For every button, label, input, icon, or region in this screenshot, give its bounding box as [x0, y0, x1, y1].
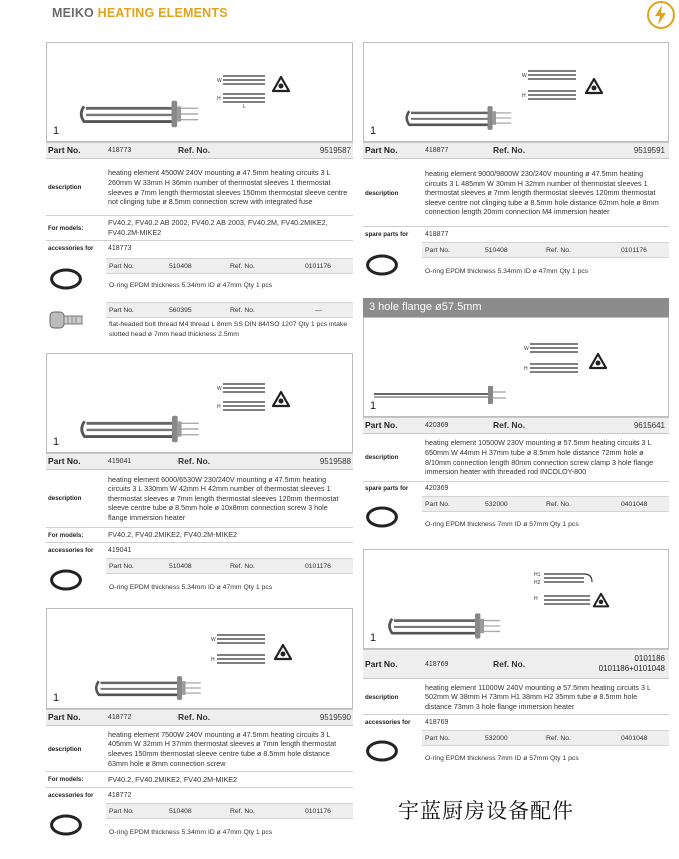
o-ring-icon: [48, 264, 84, 294]
o-ring-icon: [364, 503, 400, 531]
accessories-row: [46, 241, 353, 256]
part-no-value: 418772: [108, 714, 132, 721]
accessories-row: [46, 788, 353, 802]
svg-text:W: W: [217, 78, 222, 84]
part-no-value: 419041: [108, 458, 132, 465]
ref-no-label: Ref. No.: [178, 712, 211, 722]
product-card-418877: [363, 42, 669, 142]
page-header: [52, 6, 228, 20]
brand-name: MEIKO: [52, 6, 94, 20]
part-no-label: Part No.: [365, 658, 398, 669]
svg-text:H: H: [534, 596, 538, 602]
heating-element-icon: [370, 382, 510, 408]
flange-icon: [588, 352, 608, 372]
flange-icon: [271, 390, 291, 410]
item-number: 1: [53, 692, 60, 704]
ref-no-value-2: 0101186+0101048: [598, 664, 665, 673]
part-row: [363, 649, 669, 679]
part-no-value: 418773: [108, 147, 132, 154]
o-ring-icon: [48, 565, 84, 595]
svg-text:W: W: [211, 637, 216, 643]
ref-no-value: 9519590: [319, 713, 351, 722]
product-card-418773: [46, 42, 353, 142]
models-row: [46, 772, 353, 787]
description-text: heating element 11000W 240V mounting ø 57.5mm heating circuits 3 L 502mm W 38mm H 73mm H1 38mm H2 35mm tube ø 8.5mm hole distance 73mm 3 hole flange immersion heater: [425, 682, 651, 711]
ref-no-values: [561, 654, 665, 674]
description-row: [363, 680, 669, 714]
product-image: [364, 318, 668, 416]
item-number: 1: [370, 125, 377, 137]
description-label: description: [48, 184, 82, 191]
svg-text:H: H: [522, 93, 526, 99]
product-image: [364, 550, 668, 648]
accessories-value: 419041: [108, 546, 132, 554]
svg-text:W: W: [524, 346, 529, 352]
description-text: heating element 10500W 230V mounting ø 57.5mm heating circuits 3 L 650mm W 44mm H 37mm tube ø 8.5mm hole distance 72mm hole ø 8/10mm connection length 80mm connection screw clamp 3 hole flange immersion heater with threaded rod INCOLOY-800: [425, 438, 654, 477]
accessories-label: accessories for: [48, 546, 94, 554]
models-label: For models:: [48, 224, 84, 232]
description-text: heating element 7500W 240V mounting ø 47.5mm heating circuits 3 L 405mm W 32mm H 37mm thermostat sleeves ø 7mm length thermostat sleeves 150mm thermostat sleeve centre tube ø 8.5mm hole distance 63mm hole ø 8mm connection screw: [108, 729, 337, 768]
svg-text:H: H: [217, 404, 221, 410]
heating-element-icon: [59, 671, 244, 705]
description-text: heating element 9000/9800W 230/240V mounting ø 47.5mm heating circuits 3 L 485mm W 30mm H 32mm number of thermostat sleeves 1 thermostat sleeves ø 7mm length thermostat sleeves 120mm thermostat sleeve centre not clinging tube ø 8.5mm hole distance 62mm hole ø 8mm connection length 20mm connection M4 immersion heater: [425, 169, 659, 217]
sub-part-header: Part No. 532000 Ref. No. 0401048: [422, 496, 669, 512]
part-no-value: 420369: [425, 422, 449, 429]
item-number: 1: [370, 632, 377, 644]
spare-parts-row: [363, 227, 669, 241]
ref-no-value: 9519588: [319, 457, 351, 466]
accessories-value: 418773: [108, 245, 132, 252]
sub-part-text: O-ring EPDM thickness 5.34mm ID ø 47mm Qty 1 pcs: [425, 268, 589, 275]
accessories-row: [363, 715, 669, 729]
ref-no-value: 0101186: [634, 654, 665, 663]
sub-part-text: O-ring EPDM thickness 5.34mm ID ø 47mm Qty 1 pcs: [109, 829, 273, 836]
svg-text:W: W: [217, 386, 222, 392]
models-row: [46, 528, 353, 542]
ref-no-label: Ref. No.: [493, 420, 526, 430]
sub-part-text: O-ring EPDM thickness 7mm ID ø 57mm Qty 1 pcs: [425, 521, 579, 528]
product-image: [47, 43, 352, 141]
accessories-value: 418769: [425, 718, 449, 726]
dimension-diagram: [524, 336, 594, 380]
flange-icon: [271, 75, 291, 95]
svg-text:H2: H2: [534, 580, 541, 586]
part-row: [363, 417, 669, 434]
part-row: [46, 453, 353, 470]
sub-part-header: Part No. 510408 Ref. No. 0101176: [422, 242, 669, 258]
product-image: [364, 43, 668, 141]
product-card-418772: [46, 608, 353, 709]
bolt-icon: [46, 306, 86, 334]
svg-text:H: H: [524, 366, 528, 372]
accessories-row: [46, 543, 353, 557]
svg-text:H: H: [211, 657, 215, 663]
description-row: [363, 435, 669, 480]
accessories-label: accessories for: [48, 791, 94, 799]
description-row: [46, 160, 353, 215]
heating-element-icon: [61, 410, 226, 448]
flange-icon: [592, 592, 610, 610]
section-banner: 3 hole flange ø57.5mm: [363, 298, 669, 317]
flange-icon: [273, 643, 293, 663]
dimension-diagram: [522, 63, 592, 107]
models-text: FV40.2, FV40.2 AB 2002, FV40.2 AB 2003, FV40.2M, FV40.2MIKE2, FV40.2M-MIKE2: [108, 218, 328, 237]
spare-parts-row: [363, 482, 669, 495]
models-label: For models:: [48, 776, 84, 783]
flange-icon: [584, 77, 604, 97]
models-row: [46, 216, 353, 240]
description-row: [46, 471, 353, 526]
ref-no-value: 9519587: [319, 146, 351, 155]
sub-part-header: Part No. 510408 Ref. No. 0101176: [106, 558, 353, 574]
watermark-text: 宇蓝厨房设备配件: [398, 799, 574, 823]
o-ring-icon: [364, 250, 400, 280]
item-number: 1: [53, 125, 60, 137]
part-no-label: Part No.: [48, 456, 81, 466]
product-card-419041: [46, 353, 353, 453]
sub-part-header: Part No. 510408 Ref. No. 0101176: [106, 803, 353, 819]
models-label: For models:: [48, 531, 84, 539]
header-subtitle: HEATING ELEMENTS: [97, 6, 228, 20]
ref-no-value: 9519591: [633, 146, 665, 155]
o-ring-icon: [48, 810, 84, 840]
description-label: description: [48, 495, 82, 502]
sub-part-header: Part No. 532000 Ref. No. 0401048: [422, 730, 669, 746]
o-ring-icon: [364, 737, 400, 765]
spare-parts-label: spare parts for: [365, 485, 409, 492]
sub-part-header: Part No. 510408 Ref. No. 0101176: [106, 258, 353, 274]
ref-no-label: Ref. No.: [178, 456, 211, 466]
sub-part-text: flat-headed bolt thread M4 thread L 8mm SS DIN 84/ISO 1207 Qty 1 pcs intake slotted head ø 7mm head thickness 2.5mm: [109, 321, 348, 338]
product-card-418769: [363, 549, 669, 649]
spare-parts-label: spare parts for: [365, 230, 409, 238]
description-label: description: [365, 693, 399, 701]
accessories-label: accessories for: [48, 245, 94, 252]
part-no-value: 418769: [425, 660, 449, 668]
part-no-label: Part No.: [48, 712, 81, 722]
product-image: [47, 609, 352, 708]
svg-text:L: L: [243, 104, 246, 108]
ref-no-label: Ref. No.: [178, 145, 211, 155]
ref-no-label: Ref. No.: [493, 145, 526, 155]
heating-element-icon: [378, 608, 518, 644]
sub-part-text: O-ring EPDM thickness 5.34mm ID ø 47mm Qty 1 pcs: [109, 584, 273, 591]
part-no-label: Part No.: [48, 145, 81, 155]
dimension-diagram: [211, 627, 281, 671]
accessories-value: 418772: [108, 791, 132, 799]
ref-no-label: Ref. No.: [493, 658, 526, 669]
part-no-label: Part No.: [365, 420, 398, 430]
description-label: description: [365, 189, 399, 197]
part-row: [46, 142, 353, 159]
product-image: [47, 354, 352, 452]
models-text: FV40.2, FV40.2MIKE2, FV40.2M-MIKE2: [108, 774, 238, 784]
item-number: 1: [370, 400, 377, 412]
svg-text:H1: H1: [534, 572, 541, 578]
sub-part-header: Part No. 560395 Ref. No. —: [106, 302, 353, 318]
spare-parts-value: 418877: [425, 230, 449, 238]
sub-part-text: O-ring EPDM thickness 7mm ID ø 57mm Qty 1 pcs: [425, 755, 579, 762]
description-label: description: [365, 454, 399, 461]
description-text: heating element 4500W 240V mounting ø 47.5mm heating circuits 3 L 260mm W 33mm H 36mm number of thermostat sleeves 1 thermostat sleeves ø 7mm length thermostat sleeves 150mm thermostat sleeve centre not clinging tube ø 8.5mm connection screw with integrated fuse: [108, 168, 348, 207]
description-row: [46, 727, 353, 771]
product-card-420369: [363, 317, 669, 417]
part-no-label: Part No.: [365, 145, 398, 155]
description-text: heating element 6000/6530W 230/240V mounting ø 47.5mm heating circuits 3 L 330mm W 42mm H 42mm number of thermostat sleeves 1 thermostat sleeves ø 7mm length thermostat sleeves 120mm thermostat sleeve centre tube ø 8.5mm hole ø 10x8mm connection screw 3 hole flange immersion heater: [108, 474, 339, 522]
ref-no-value: 9615641: [633, 421, 665, 430]
svg-text:W: W: [522, 73, 527, 79]
models-text: FV40.2, FV40.2MIKE2, FV40.2M-MIKE2: [108, 530, 238, 540]
sub-part-text: O-ring EPDM thickness 5.34mm ID ø 47mm Qty 1 pcs: [109, 282, 273, 289]
svg-text:H: H: [217, 96, 221, 102]
part-no-value: 418877: [425, 147, 449, 154]
description-label: description: [48, 745, 82, 753]
lightning-icon: [646, 0, 676, 30]
part-row: [363, 142, 669, 159]
part-row: [46, 709, 353, 726]
heating-element-icon: [63, 95, 223, 133]
spare-parts-value: 420369: [425, 485, 449, 492]
item-number: 1: [53, 436, 60, 448]
description-row: [363, 160, 669, 226]
accessories-label: accessories for: [365, 718, 411, 726]
